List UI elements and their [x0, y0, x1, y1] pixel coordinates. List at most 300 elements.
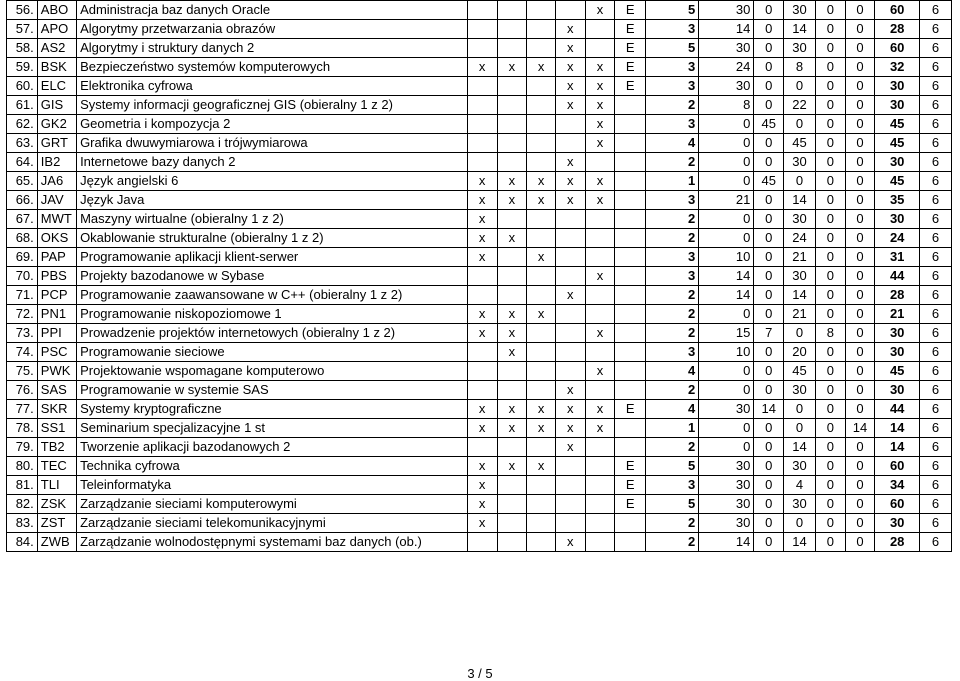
mark-cell: x [585, 58, 615, 77]
mark-cell: x [585, 191, 615, 210]
mark-cell [497, 286, 527, 305]
mark-cell: x [585, 115, 615, 134]
hours-cell: 0 [754, 229, 784, 248]
hours-cell: 0 [845, 134, 875, 153]
mark-cell: x [555, 286, 585, 305]
hours-cell: 0 [815, 134, 845, 153]
course-name: Maszyny wirtualne (obieralny 1 z 2) [77, 210, 468, 229]
mark-cell [527, 286, 556, 305]
ects-cell: 1 [646, 419, 699, 438]
course-name: Bezpieczeństwo systemów komputerowych [77, 58, 468, 77]
mark-cell: x [467, 419, 497, 438]
course-table-body [7, 1, 952, 552]
row-number: 68. [7, 229, 38, 248]
course-name: Geometria i kompozycja 2 [77, 115, 468, 134]
mark-cell [467, 362, 497, 381]
course-code: GRT [37, 134, 76, 153]
mark-cell: x [555, 172, 585, 191]
hours-cell: 0 [845, 457, 875, 476]
hours-cell: 0 [845, 343, 875, 362]
mark-cell [555, 343, 585, 362]
mark-cell: x [555, 191, 585, 210]
ects-cell: 3 [646, 77, 699, 96]
mark-cell [467, 286, 497, 305]
mark-cell: x [497, 305, 527, 324]
semester-cell: 6 [919, 419, 951, 438]
hours-cell: 0 [845, 476, 875, 495]
hours-cell: 0 [754, 362, 784, 381]
semester-cell: 6 [919, 476, 951, 495]
hours-cell: 0 [815, 172, 845, 191]
hours-cell: 0 [845, 20, 875, 39]
row-number: 60. [7, 77, 38, 96]
mark-cell: x [585, 172, 615, 191]
mark-cell: x [527, 191, 556, 210]
exam-cell [615, 229, 646, 248]
hours-cell: 14 [699, 286, 754, 305]
mark-cell: x [527, 457, 556, 476]
mark-cell [527, 115, 556, 134]
mark-cell: x [555, 419, 585, 438]
hours-cell: 0 [845, 77, 875, 96]
mark-cell: x [527, 305, 556, 324]
total-hours-cell: 60 [875, 39, 920, 58]
hours-cell: 0 [815, 248, 845, 267]
mark-cell [527, 210, 556, 229]
row-number: 72. [7, 305, 38, 324]
mark-cell [527, 134, 556, 153]
exam-cell: E [615, 77, 646, 96]
hours-cell: 0 [754, 134, 784, 153]
hours-cell: 0 [815, 514, 845, 533]
hours-cell: 0 [784, 115, 816, 134]
exam-cell [615, 267, 646, 286]
hours-cell: 0 [845, 96, 875, 115]
exam-cell [615, 324, 646, 343]
hours-cell: 30 [699, 476, 754, 495]
table-row [7, 248, 952, 267]
hours-cell: 0 [845, 248, 875, 267]
hours-cell: 0 [699, 419, 754, 438]
mark-cell [467, 343, 497, 362]
hours-cell: 0 [845, 533, 875, 552]
mark-cell [585, 438, 615, 457]
mark-cell [497, 533, 527, 552]
mark-cell [497, 96, 527, 115]
hours-cell: 0 [815, 438, 845, 457]
mark-cell: x [497, 172, 527, 191]
mark-cell: x [555, 533, 585, 552]
mark-cell: x [585, 267, 615, 286]
total-hours-cell: 45 [875, 134, 920, 153]
hours-cell: 0 [815, 381, 845, 400]
mark-cell [467, 438, 497, 457]
hours-cell: 22 [784, 96, 816, 115]
hours-cell: 15 [699, 324, 754, 343]
mark-cell [555, 514, 585, 533]
mark-cell [467, 1, 497, 20]
table-row [7, 533, 952, 552]
hours-cell: 0 [845, 362, 875, 381]
hours-cell: 0 [845, 400, 875, 419]
row-number: 69. [7, 248, 38, 267]
semester-cell: 6 [919, 324, 951, 343]
mark-cell: x [467, 248, 497, 267]
hours-cell: 14 [754, 400, 784, 419]
mark-cell: x [467, 476, 497, 495]
course-code: TB2 [37, 438, 76, 457]
ects-cell: 5 [646, 457, 699, 476]
mark-cell: x [497, 419, 527, 438]
course-code: SKR [37, 400, 76, 419]
hours-cell: 45 [754, 172, 784, 191]
mark-cell: x [555, 77, 585, 96]
course-code: PBS [37, 267, 76, 286]
table-row [7, 1, 952, 20]
hours-cell: 0 [815, 191, 845, 210]
mark-cell [555, 495, 585, 514]
row-number: 83. [7, 514, 38, 533]
semester-cell: 6 [919, 134, 951, 153]
hours-cell: 14 [845, 419, 875, 438]
mark-cell: x [497, 229, 527, 248]
ects-cell: 2 [646, 324, 699, 343]
course-code: IB2 [37, 153, 76, 172]
mark-cell: x [585, 134, 615, 153]
table-row [7, 419, 952, 438]
mark-cell [497, 495, 527, 514]
hours-cell: 0 [845, 1, 875, 20]
mark-cell [497, 438, 527, 457]
hours-cell: 0 [754, 476, 784, 495]
mark-cell [527, 1, 556, 20]
exam-cell [615, 343, 646, 362]
course-name: Projekty bazodanowe w Sybase [77, 267, 468, 286]
hours-cell: 0 [845, 305, 875, 324]
hours-cell: 0 [845, 438, 875, 457]
ects-cell: 2 [646, 381, 699, 400]
mark-cell: x [467, 210, 497, 229]
course-code: APO [37, 20, 76, 39]
mark-cell [527, 39, 556, 58]
hours-cell: 30 [699, 457, 754, 476]
course-name: Język angielski 6 [77, 172, 468, 191]
mark-cell [527, 229, 556, 248]
mark-cell [497, 267, 527, 286]
semester-cell: 6 [919, 305, 951, 324]
course-name: Elektronika cyfrowa [77, 77, 468, 96]
table-row [7, 58, 952, 77]
hours-cell: 14 [699, 20, 754, 39]
course-code: ELC [37, 77, 76, 96]
ects-cell: 4 [646, 134, 699, 153]
mark-cell [497, 115, 527, 134]
mark-cell: x [585, 77, 615, 96]
course-name: Zarządzanie sieciami telekomunikacyjnymi [77, 514, 468, 533]
hours-cell: 0 [815, 495, 845, 514]
course-code: ZSK [37, 495, 76, 514]
total-hours-cell: 24 [875, 229, 920, 248]
hours-cell: 21 [784, 248, 816, 267]
mark-cell [527, 96, 556, 115]
mark-cell [555, 267, 585, 286]
hours-cell: 0 [815, 77, 845, 96]
mark-cell [527, 343, 556, 362]
semester-cell: 6 [919, 343, 951, 362]
row-number: 75. [7, 362, 38, 381]
total-hours-cell: 34 [875, 476, 920, 495]
mark-cell: x [497, 58, 527, 77]
exam-cell: E [615, 58, 646, 77]
course-code: ABO [37, 1, 76, 20]
hours-cell: 0 [754, 77, 784, 96]
hours-cell: 0 [784, 419, 816, 438]
mark-cell [555, 457, 585, 476]
total-hours-cell: 14 [875, 438, 920, 457]
course-name: Tworzenie aplikacji bazodanowych 2 [77, 438, 468, 457]
mark-cell [585, 381, 615, 400]
mark-cell [497, 134, 527, 153]
total-hours-cell: 44 [875, 400, 920, 419]
mark-cell [555, 476, 585, 495]
ects-cell: 1 [646, 172, 699, 191]
hours-cell: 0 [845, 58, 875, 77]
table-row [7, 495, 952, 514]
ects-cell: 2 [646, 305, 699, 324]
mark-cell [585, 39, 615, 58]
hours-cell: 0 [699, 115, 754, 134]
table-row [7, 324, 952, 343]
hours-cell: 10 [699, 248, 754, 267]
ects-cell: 5 [646, 39, 699, 58]
table-row [7, 20, 952, 39]
mark-cell: x [467, 229, 497, 248]
mark-cell [497, 39, 527, 58]
hours-cell: 0 [699, 438, 754, 457]
mark-cell [467, 153, 497, 172]
course-name: Zarządzanie wolnodostępnymi systemami baz danych (ob.) [77, 533, 468, 552]
exam-cell [615, 305, 646, 324]
mark-cell: x [585, 96, 615, 115]
semester-cell: 6 [919, 229, 951, 248]
mark-cell: x [585, 324, 615, 343]
course-code: TEC [37, 457, 76, 476]
table-row [7, 229, 952, 248]
row-number: 58. [7, 39, 38, 58]
mark-cell [585, 457, 615, 476]
total-hours-cell: 30 [875, 153, 920, 172]
hours-cell: 0 [754, 210, 784, 229]
course-name: Programowanie zaawansowane w C++ (obieralny 1 z 2) [77, 286, 468, 305]
mark-cell [527, 476, 556, 495]
hours-cell: 21 [784, 305, 816, 324]
ects-cell: 2 [646, 210, 699, 229]
hours-cell: 0 [754, 514, 784, 533]
hours-cell: 0 [754, 267, 784, 286]
exam-cell: E [615, 39, 646, 58]
mark-cell: x [467, 514, 497, 533]
semester-cell: 6 [919, 248, 951, 267]
hours-cell: 0 [699, 229, 754, 248]
semester-cell: 6 [919, 210, 951, 229]
row-number: 65. [7, 172, 38, 191]
semester-cell: 6 [919, 153, 951, 172]
ects-cell: 2 [646, 438, 699, 457]
course-code: PSC [37, 343, 76, 362]
mark-cell [585, 495, 615, 514]
mark-cell [527, 495, 556, 514]
hours-cell: 8 [699, 96, 754, 115]
hours-cell: 0 [784, 77, 816, 96]
exam-cell [615, 172, 646, 191]
course-code: SAS [37, 381, 76, 400]
mark-cell [585, 343, 615, 362]
mark-cell [497, 514, 527, 533]
semester-cell: 6 [919, 77, 951, 96]
mark-cell: x [527, 58, 556, 77]
total-hours-cell: 30 [875, 77, 920, 96]
table-row [7, 115, 952, 134]
row-number: 77. [7, 400, 38, 419]
mark-cell: x [467, 172, 497, 191]
hours-cell: 8 [815, 324, 845, 343]
mark-cell [585, 229, 615, 248]
mark-cell [467, 20, 497, 39]
row-number: 78. [7, 419, 38, 438]
course-code: JA6 [37, 172, 76, 191]
total-hours-cell: 32 [875, 58, 920, 77]
mark-cell [585, 476, 615, 495]
hours-cell: 0 [754, 343, 784, 362]
hours-cell: 0 [815, 286, 845, 305]
row-number: 62. [7, 115, 38, 134]
course-name: Programowanie sieciowe [77, 343, 468, 362]
mark-cell [497, 153, 527, 172]
hours-cell: 0 [754, 20, 784, 39]
hours-cell: 0 [699, 305, 754, 324]
semester-cell: 6 [919, 495, 951, 514]
mark-cell: x [585, 419, 615, 438]
total-hours-cell: 45 [875, 115, 920, 134]
row-number: 71. [7, 286, 38, 305]
mark-cell [467, 381, 497, 400]
hours-cell: 7 [754, 324, 784, 343]
mark-cell [467, 39, 497, 58]
hours-cell: 0 [699, 381, 754, 400]
course-name: Zarządzanie sieciami komputerowymi [77, 495, 468, 514]
hours-cell: 30 [784, 495, 816, 514]
hours-cell: 21 [699, 191, 754, 210]
hours-cell: 0 [754, 419, 784, 438]
hours-cell: 0 [815, 210, 845, 229]
mark-cell: x [555, 400, 585, 419]
ects-cell: 3 [646, 267, 699, 286]
hours-cell: 14 [784, 438, 816, 457]
course-name: Okablowanie strukturalne (obieralny 1 z 2) [77, 229, 468, 248]
course-name: Internetowe bazy danych 2 [77, 153, 468, 172]
course-name: Programowanie w systemie SAS [77, 381, 468, 400]
hours-cell: 14 [784, 286, 816, 305]
mark-cell: x [555, 58, 585, 77]
hours-cell: 0 [754, 248, 784, 267]
table-row [7, 267, 952, 286]
hours-cell: 0 [754, 191, 784, 210]
exam-cell [615, 134, 646, 153]
hours-cell: 0 [815, 115, 845, 134]
hours-cell: 0 [815, 419, 845, 438]
hours-cell: 30 [699, 77, 754, 96]
exam-cell [615, 286, 646, 305]
hours-cell: 0 [815, 96, 845, 115]
mark-cell [497, 381, 527, 400]
mark-cell: x [527, 419, 556, 438]
exam-cell [615, 210, 646, 229]
ects-cell: 2 [646, 286, 699, 305]
hours-cell: 0 [845, 324, 875, 343]
hours-cell: 0 [815, 153, 845, 172]
mark-cell [585, 305, 615, 324]
hours-cell: 0 [845, 210, 875, 229]
hours-cell: 0 [815, 457, 845, 476]
exam-cell [615, 514, 646, 533]
semester-cell: 6 [919, 457, 951, 476]
hours-cell: 0 [845, 267, 875, 286]
total-hours-cell: 44 [875, 267, 920, 286]
hours-cell: 30 [784, 210, 816, 229]
mark-cell: x [585, 1, 615, 20]
ects-cell: 3 [646, 20, 699, 39]
total-hours-cell: 31 [875, 248, 920, 267]
hours-cell: 0 [754, 153, 784, 172]
exam-cell [615, 438, 646, 457]
table-row [7, 362, 952, 381]
total-hours-cell: 30 [875, 210, 920, 229]
exam-cell: E [615, 457, 646, 476]
hours-cell: 20 [784, 343, 816, 362]
total-hours-cell: 30 [875, 324, 920, 343]
exam-cell [615, 533, 646, 552]
hours-cell: 0 [815, 305, 845, 324]
mark-cell [585, 514, 615, 533]
mark-cell: x [467, 400, 497, 419]
semester-cell: 6 [919, 381, 951, 400]
ects-cell: 2 [646, 514, 699, 533]
hours-cell: 30 [699, 39, 754, 58]
mark-cell [555, 210, 585, 229]
course-name: Projektowanie wspomagane komputerowo [77, 362, 468, 381]
mark-cell [497, 1, 527, 20]
mark-cell [527, 514, 556, 533]
hours-cell: 0 [754, 58, 784, 77]
total-hours-cell: 60 [875, 457, 920, 476]
mark-cell: x [467, 58, 497, 77]
course-name: Algorytmy i struktury danych 2 [77, 39, 468, 58]
mark-cell [527, 153, 556, 172]
hours-cell: 30 [784, 153, 816, 172]
hours-cell: 24 [784, 229, 816, 248]
mark-cell [555, 248, 585, 267]
mark-cell [527, 77, 556, 96]
row-number: 74. [7, 343, 38, 362]
mark-cell: x [555, 96, 585, 115]
hours-cell: 0 [845, 286, 875, 305]
mark-cell: x [585, 362, 615, 381]
course-name: Teleinformatyka [77, 476, 468, 495]
row-number: 70. [7, 267, 38, 286]
course-name: Grafika dwuwymiarowa i trójwymiarowa [77, 134, 468, 153]
mark-cell [467, 267, 497, 286]
total-hours-cell: 21 [875, 305, 920, 324]
